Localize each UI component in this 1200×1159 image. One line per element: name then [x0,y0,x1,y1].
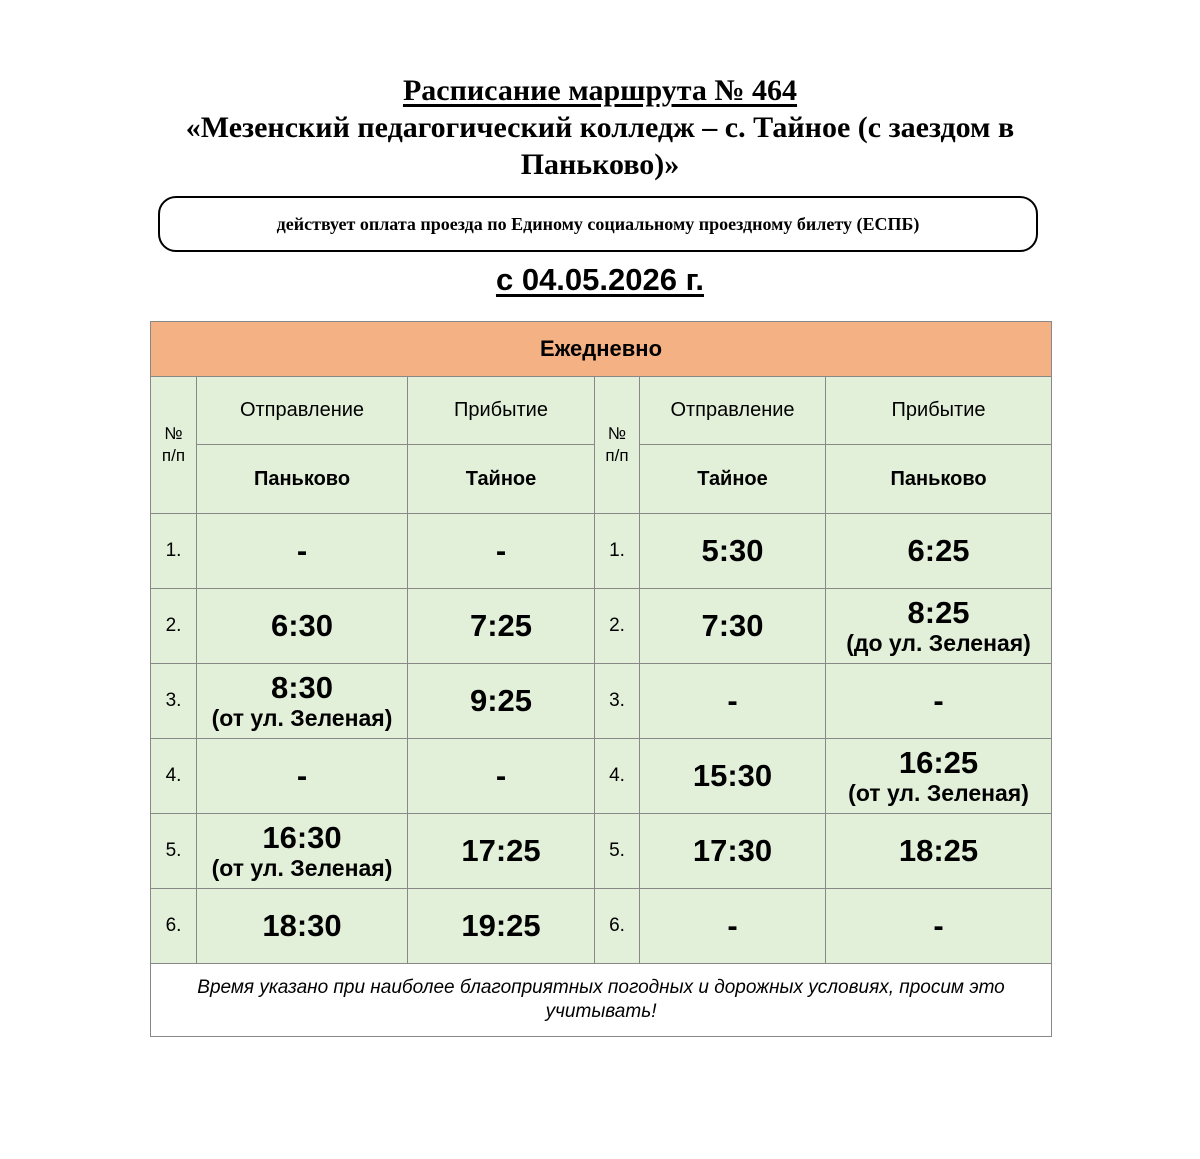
left-departure-stop: Паньково [197,445,408,514]
time-value: - [727,908,738,943]
arrival-time-right [826,514,1052,589]
arrival-time-right [826,664,1052,739]
schedule-title [100,72,1100,183]
arrival-time-left [408,889,595,964]
departure-time-left [197,739,408,814]
arrival-time-left [408,814,595,889]
departure-time-right [640,589,826,664]
departure-time-left [197,814,408,889]
departure-time-right [640,664,826,739]
title-route: Расписание маршрута № 464 [402,74,798,107]
num-column-header-right: № п/п [595,377,640,514]
time-note: (до ул. Зеленая) [846,630,1031,656]
departure-time-right [640,514,826,589]
time-value: 5:30 [701,533,764,568]
time-value: - [727,683,738,718]
row-num-right: 2. [595,589,640,664]
time-value: - [495,533,507,568]
right-departure-label: Отправление [640,377,826,445]
row-num-right: 5. [595,814,640,889]
arrival-time-right [826,739,1052,814]
right-arrival-stop: Паньково [826,445,1052,514]
left-departure-label: Отправление [197,377,408,445]
table-row [151,589,1052,664]
time-value: 16:25 [898,745,979,780]
left-arrival-stop: Тайное [408,445,595,514]
table-row [151,739,1052,814]
table-row [151,514,1052,589]
title-route-name-cont: Паньково)» [520,148,680,181]
table-row [151,664,1052,739]
time-note: (от ул. Зеленая) [848,780,1029,806]
departure-time-left [197,889,408,964]
departure-time-left [197,514,408,589]
time-value: 9:25 [469,683,533,718]
departure-time-right [640,889,826,964]
departure-time-left [197,664,408,739]
departure-time-right [640,739,826,814]
departure-time-left [197,589,408,664]
arrival-time-right [826,889,1052,964]
time-value: 15:30 [692,758,773,793]
time-value: - [296,533,308,568]
left-arrival-label: Прибытие [408,377,595,445]
row-num-left: 5. [151,814,197,889]
time-value: 17:25 [461,833,541,868]
time-value: 16:30 [262,820,342,855]
right-arrival-label: Прибытие [826,377,1052,445]
row-num-left: 6. [151,889,197,964]
arrival-time-left [408,589,595,664]
num-column-header-left: № п/п [151,377,197,514]
time-note: (от ул. Зеленая) [211,705,393,731]
row-num-left: 4. [151,739,197,814]
row-num-right: 1. [595,514,640,589]
departure-time-right [640,814,826,889]
row-num-right: 6. [595,889,640,964]
time-value: 8:30 [270,670,334,705]
time-value: 17:30 [692,833,773,868]
time-value: 6:25 [907,533,970,568]
time-value: 7:25 [469,608,533,643]
time-value: 6:30 [270,608,334,643]
time-value: 8:25 [907,595,970,630]
time-value: - [495,758,507,793]
row-num-left: 3. [151,664,197,739]
time-value: 18:25 [898,833,979,868]
time-value: 19:25 [461,908,541,943]
table-row [151,889,1052,964]
payment-note [158,196,1038,252]
arrival-time-left [408,664,595,739]
arrival-time-left [408,739,595,814]
time-note: (от ул. Зеленая) [211,855,393,881]
arrival-time-right [826,589,1052,664]
time-value: 18:30 [262,908,342,943]
time-value: 7:30 [701,608,764,643]
footer-note: Время указано при наиболее благоприятных погодных и дорожных условиях, просим это учитывать! [151,964,1052,1037]
period-header: Ежедневно [151,322,1052,377]
row-num-left: 1. [151,514,197,589]
time-value: - [296,758,308,793]
schedule-table [150,321,1052,1037]
effective-date: с 04.05.2026 г. [495,262,705,297]
row-num-right: 4. [595,739,640,814]
arrival-time-left [408,514,595,589]
row-num-left: 2. [151,589,197,664]
arrival-time-right [826,814,1052,889]
right-departure-stop: Тайное [640,445,826,514]
row-num-right: 3. [595,664,640,739]
time-value: - [933,908,944,943]
time-value: - [933,683,944,718]
table-row [151,814,1052,889]
payment-note-text: действует оплата проезда по Единому социальному проездному билету (ЕСПБ) [276,213,920,234]
title-route-name: «Мезенский педагогический колледж – с. Тайное (с заездом в [185,111,1015,144]
